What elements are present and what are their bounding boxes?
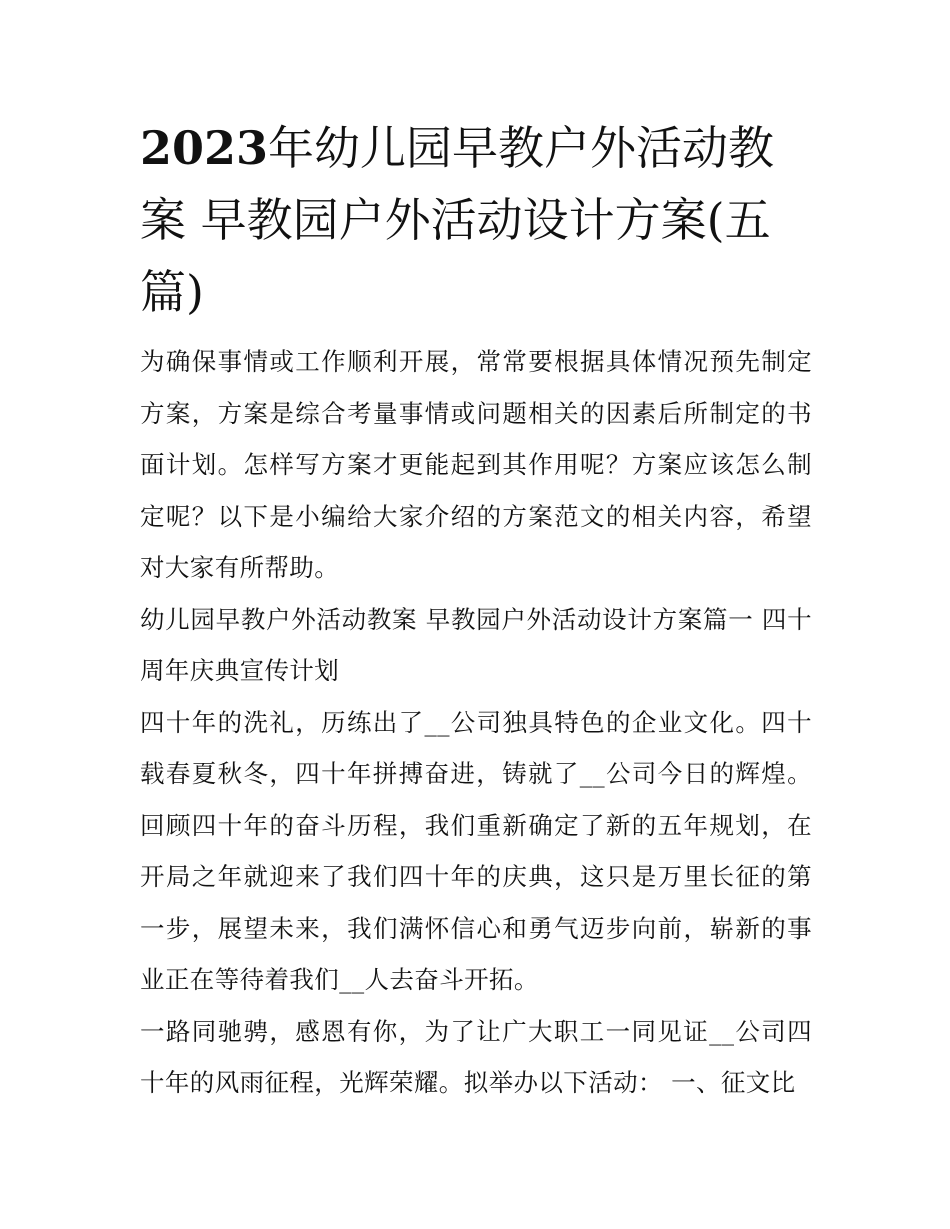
document-page — [140, 112, 812, 1109]
title-year: 2023 — [140, 121, 269, 175]
intro-paragraph: 为确保事情或工作顺利开展，常常要根据具体情况预先制定方案，方案是综合考量事情或问题相关的因素后所制定的书面计划。怎样写方案才更能起到其作用呢？方案应该怎么制定呢？以下是小编给大家介绍的方案范文的相关内容，希望对大家有所帮助。 — [140, 347, 812, 582]
title-text: 年幼儿园早教户外活动教案 早教园户外活动设计方案(五篇) — [140, 121, 775, 319]
document-title — [140, 112, 812, 328]
body-paragraph: 四十年的洗礼，历练出了__公司独具特色的企业文化。四十载春夏秋冬，四十年拼搏奋进，铸就了__公司今日的辉煌。回顾四十年的奋斗历程，我们重新确定了新的五年规划，在开局之年就迎来了我们四十年的庆典，这只是万里长征的第一步，展望未来，我们满怀信心和勇气迈步向前，崭新的事业正在等待着我们__人去奋斗开拓。 — [140, 707, 812, 994]
section-heading: 幼儿园早教户外活动教案 早教园户外活动设计方案篇一 四十周年庆典宣传计划 — [140, 604, 812, 685]
body-paragraph: 一路同驰骋，感恩有你，为了让广大职工一同见证__公司四十年的风雨征程，光辉荣耀。拟举办以下活动： 一、征文比 — [140, 1016, 812, 1097]
